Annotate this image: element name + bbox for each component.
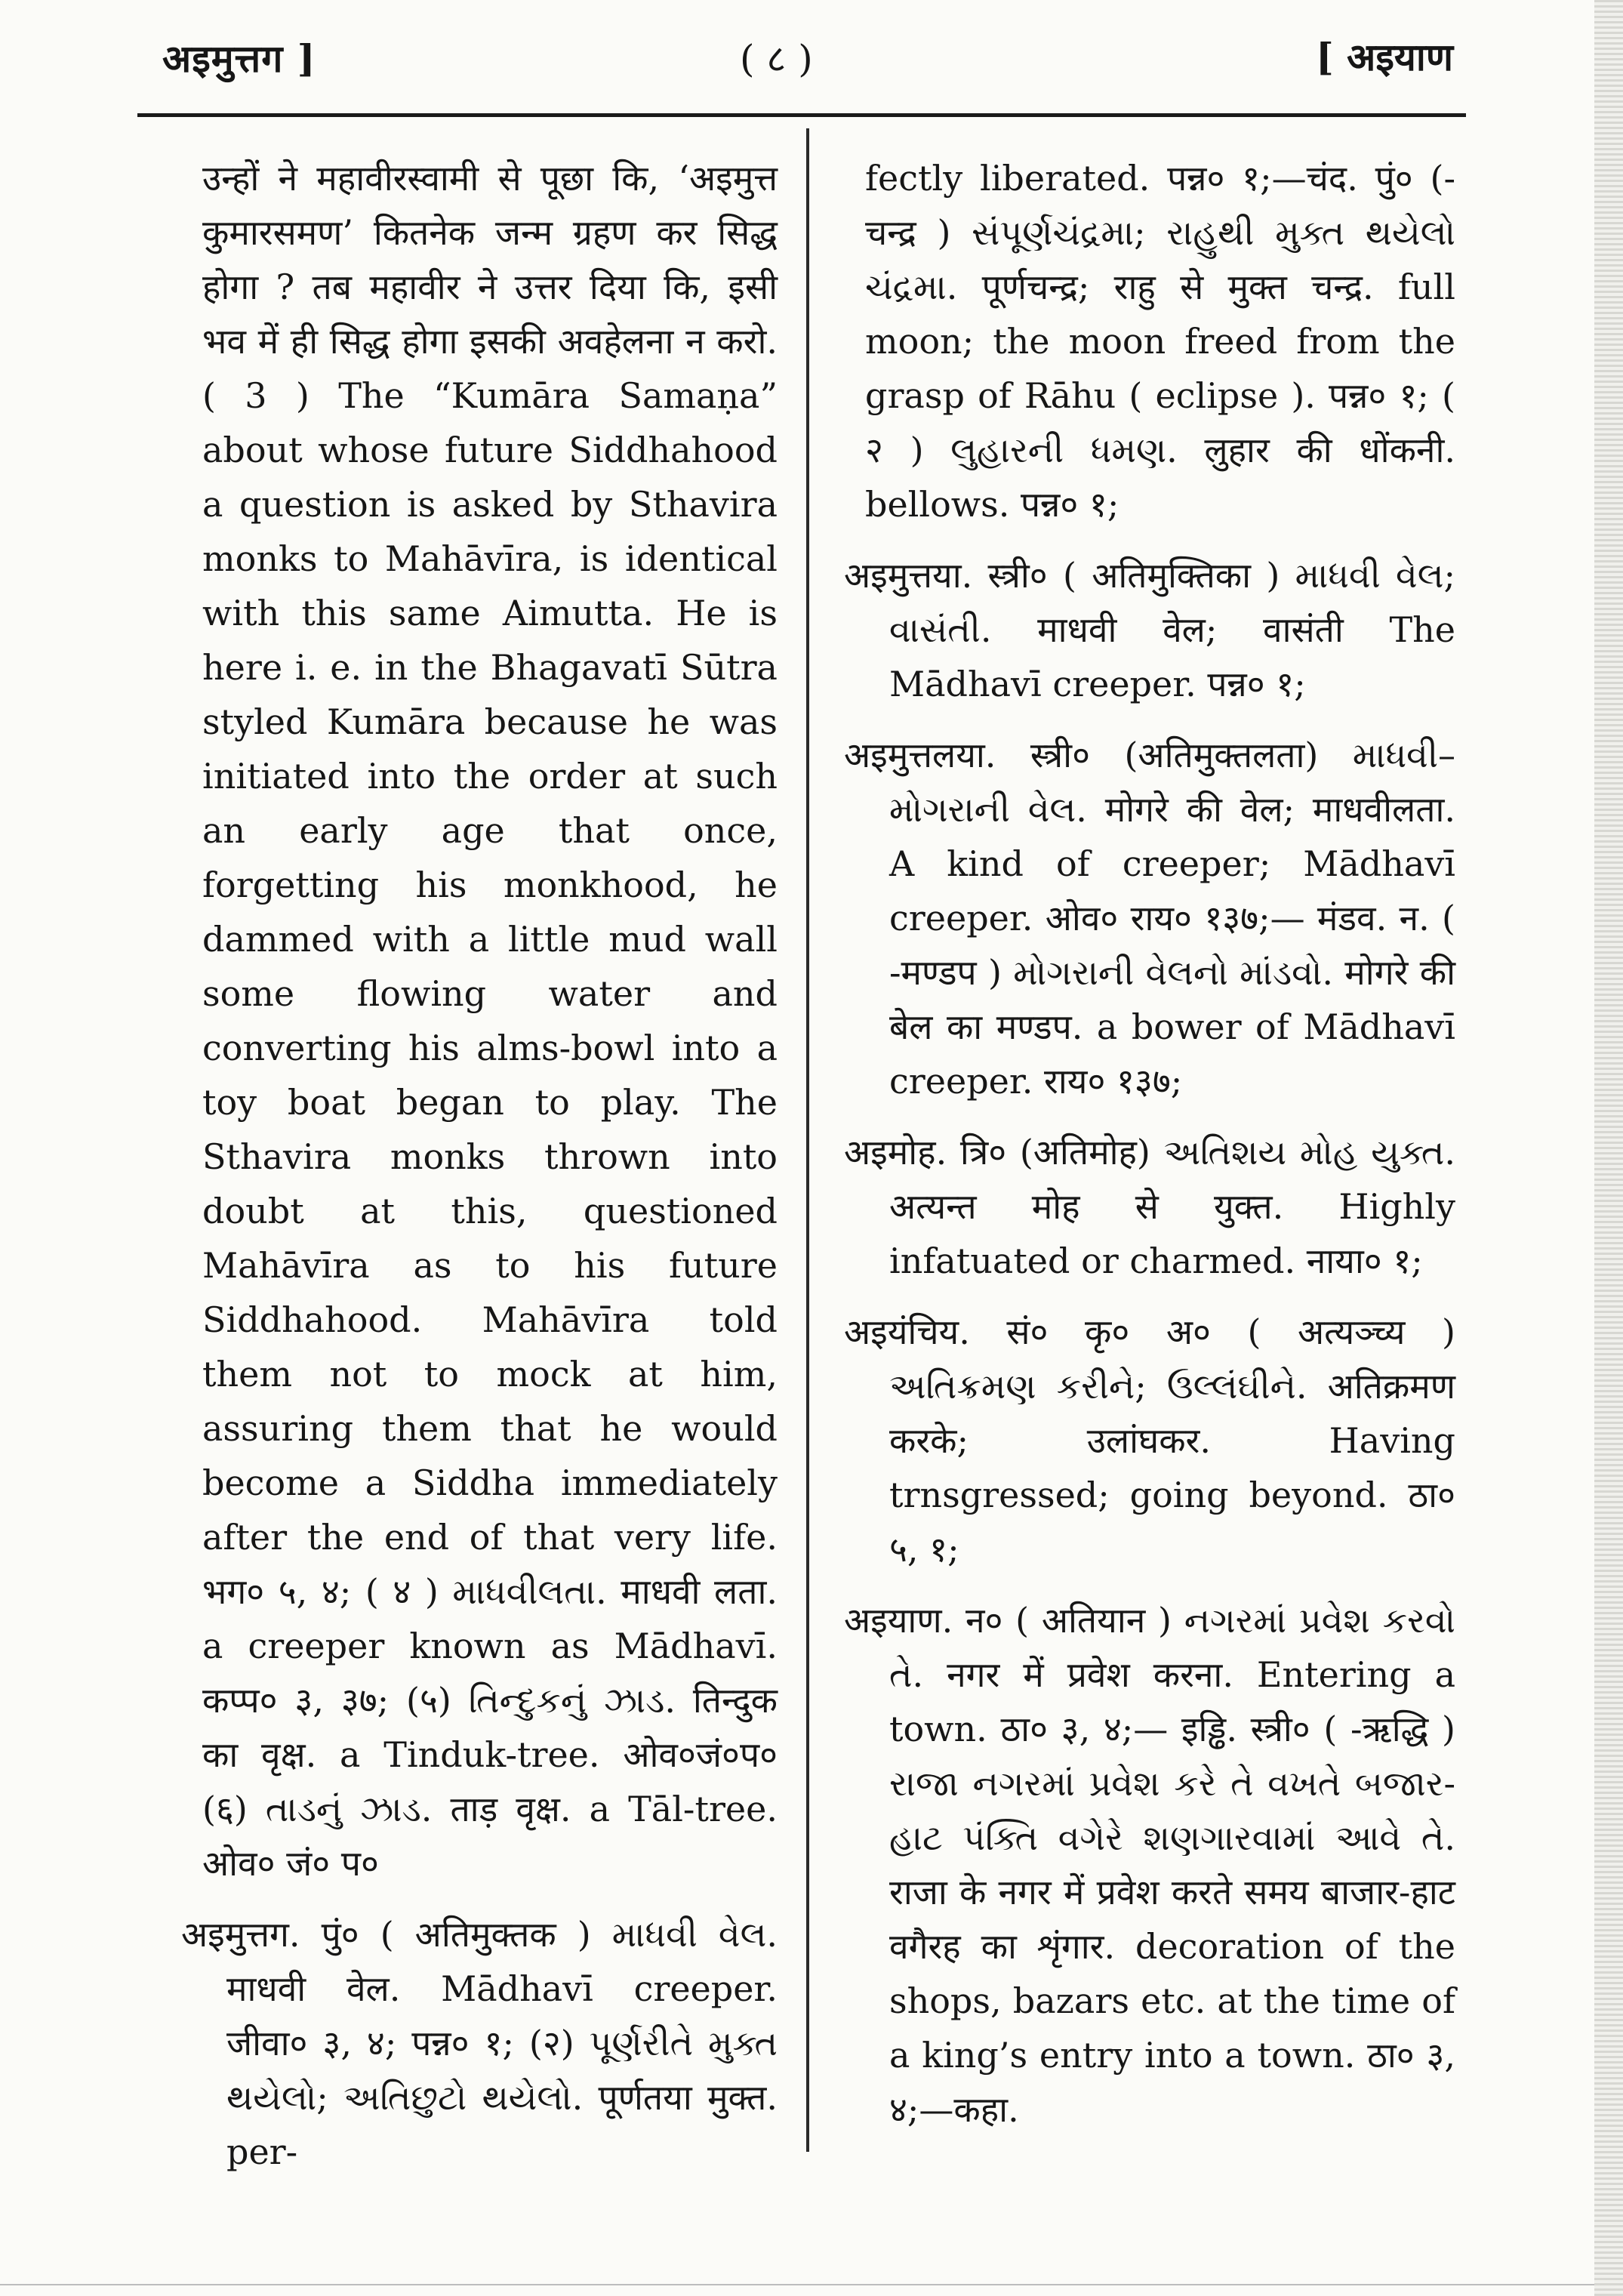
running-head-right: [ अइयाण <box>1316 35 1453 79</box>
entry-continuation: fectly liberated. पन्न० १;—चंद. पुं० (-चन्द्र ) સંપૂર્ણચંદ્રમા; રાહુથી મુક્ત થયેલો ચંદ્રમા. पूर्णचन्द्र; राहु से मुक्त चन्द्र. full moon; the moon freed from the grasp of Rāhu ( eclipse ). पन्न० १; ( २ ) લુહારની ધમણ. लुहार की धोंकनी. bellows. पन्न० १; <box>865 158 1455 525</box>
dictionary-entry: अइयंचिय. सं० कृ० अ० ( अत्यञ्च्य ) અતિક્રમણ કરીને; ઉલ્લંઘીને. अतिक्रमण करके; उलांघकर. Having trnsgressed; going beyond. ठा० ५, १; <box>844 1311 1455 1570</box>
dictionary-entry: अइमुत्तया. स्त्री० ( अतिमुक्तिका ) માધવી વેલ; વાસંતી. माधवी वेल; वासंती The Mādhavī creeper. पन्न० १; <box>844 555 1455 704</box>
page-number: ( ८ ) <box>740 37 813 81</box>
dictionary-entry: अइमोह. त्रि० (अतिमोह) અતિશય મોહ યુક્ત. अत्यन्त मोह से युक्त. Highly infatuated or charmed. नाया० १; <box>844 1132 1455 1281</box>
dictionary-entry: अइयाण. न० ( अतियान ) નગરમાં પ્રવેશ કરવો તે. नगर में प्रवेश करना. Entering a town. ठा० ३, ४;— इड्ढि. स्त्री० ( -ऋद्धि ) રાજા નગરમાં પ્રવેશ કરે તે વખતે બજાર-હાટ પંક્તિ વગેરે શણગારવામાં આવે તે. राजा के नगर में प्रवेश करते समय बाजार-हाट वगैरह का शृंगार. decoration of the shops, bazars etc. at the time of a king’s entry into a town. ठा० ३, ४;—कहा. <box>844 1600 1455 2130</box>
column-divider <box>806 128 809 2152</box>
scan-bottom-edge <box>0 2284 1623 2285</box>
right-column <box>844 151 1455 2153</box>
running-head-left: अइमुत्तग ] <box>162 36 316 81</box>
dictionary-entry: अइमुत्तलया. स्त्री० (अतिमुक्तलता) માધવી–મોગરાની વેલ. मोगरे की वेल; माधवीलता. A kind of creeper; Mādhavī creeper. ओव० राय० १३७;— मंडव. न. ( -मण्डप ) મોગરાની વેલનો માંડવો. मोगरे की बेल का मण्डप. a bower of Mādhavī creeper. राय० १३७; <box>844 735 1455 1102</box>
left-column <box>181 151 778 2196</box>
dictionary-entry: अइमुत्तग. पुं० ( अतिमुक्तक ) માધવી વેલ. माधवी वेल. Mādhavī creeper. जीवा० ३, ४; पन्न० १; (२) પૂર્ણરીતે મુક્ત થયેલો; અતિછુટો થયેલો. पूर्णतया मुक्त. per- <box>181 1914 778 2172</box>
header-rule <box>137 113 1466 117</box>
entry-continuation: उन्हों ने महावीरस्वामी से पूछा कि, ‘अइमुत्त कुमारसमण’ कितनेक जन्म ग्रहण कर सिद्ध होगा ? तब महावीर ने उत्तर दिया कि, इसी भव में ही सिद्ध होगा इसकी अवहेलना न करो. ( 3 ) The “Kumāra Samaṇa” about whose future Siddhahood a question is asked by Sthavira monks to Mahāvīra, is identical with this same Aimutta. He is here i. e. in the Bhagavatī Sūtra styled Kumāra because he was initiated into the order at such an early age that once, forgetting his monkhood, he dammed with a little mud wall some flowing water and converting his alms-bowl into a toy boat began to play. The Sthavira monks thrown into doubt at this, questioned Mahāvīra as to his future Siddhahood. Mahāvīra told them not to mock at him, assuring them that he would become a Siddha immediately after the end of that very life. भग० ५, ४; ( ४ ) માધવીલતા. माधवी लता. a creeper known as Mādhavī. कप्प० ३, ३७; (५) તિન્દુકનું ઝાડ. तिन्दुक का वृक्ष. a Tinduk-tree. ओव०जं०प० (६) તાડનું ઝાડ. ताड़ वृक्ष. a Tāl-tree. ओव० जं० प० <box>202 158 778 1884</box>
scan-right-edge <box>1594 0 1623 2296</box>
